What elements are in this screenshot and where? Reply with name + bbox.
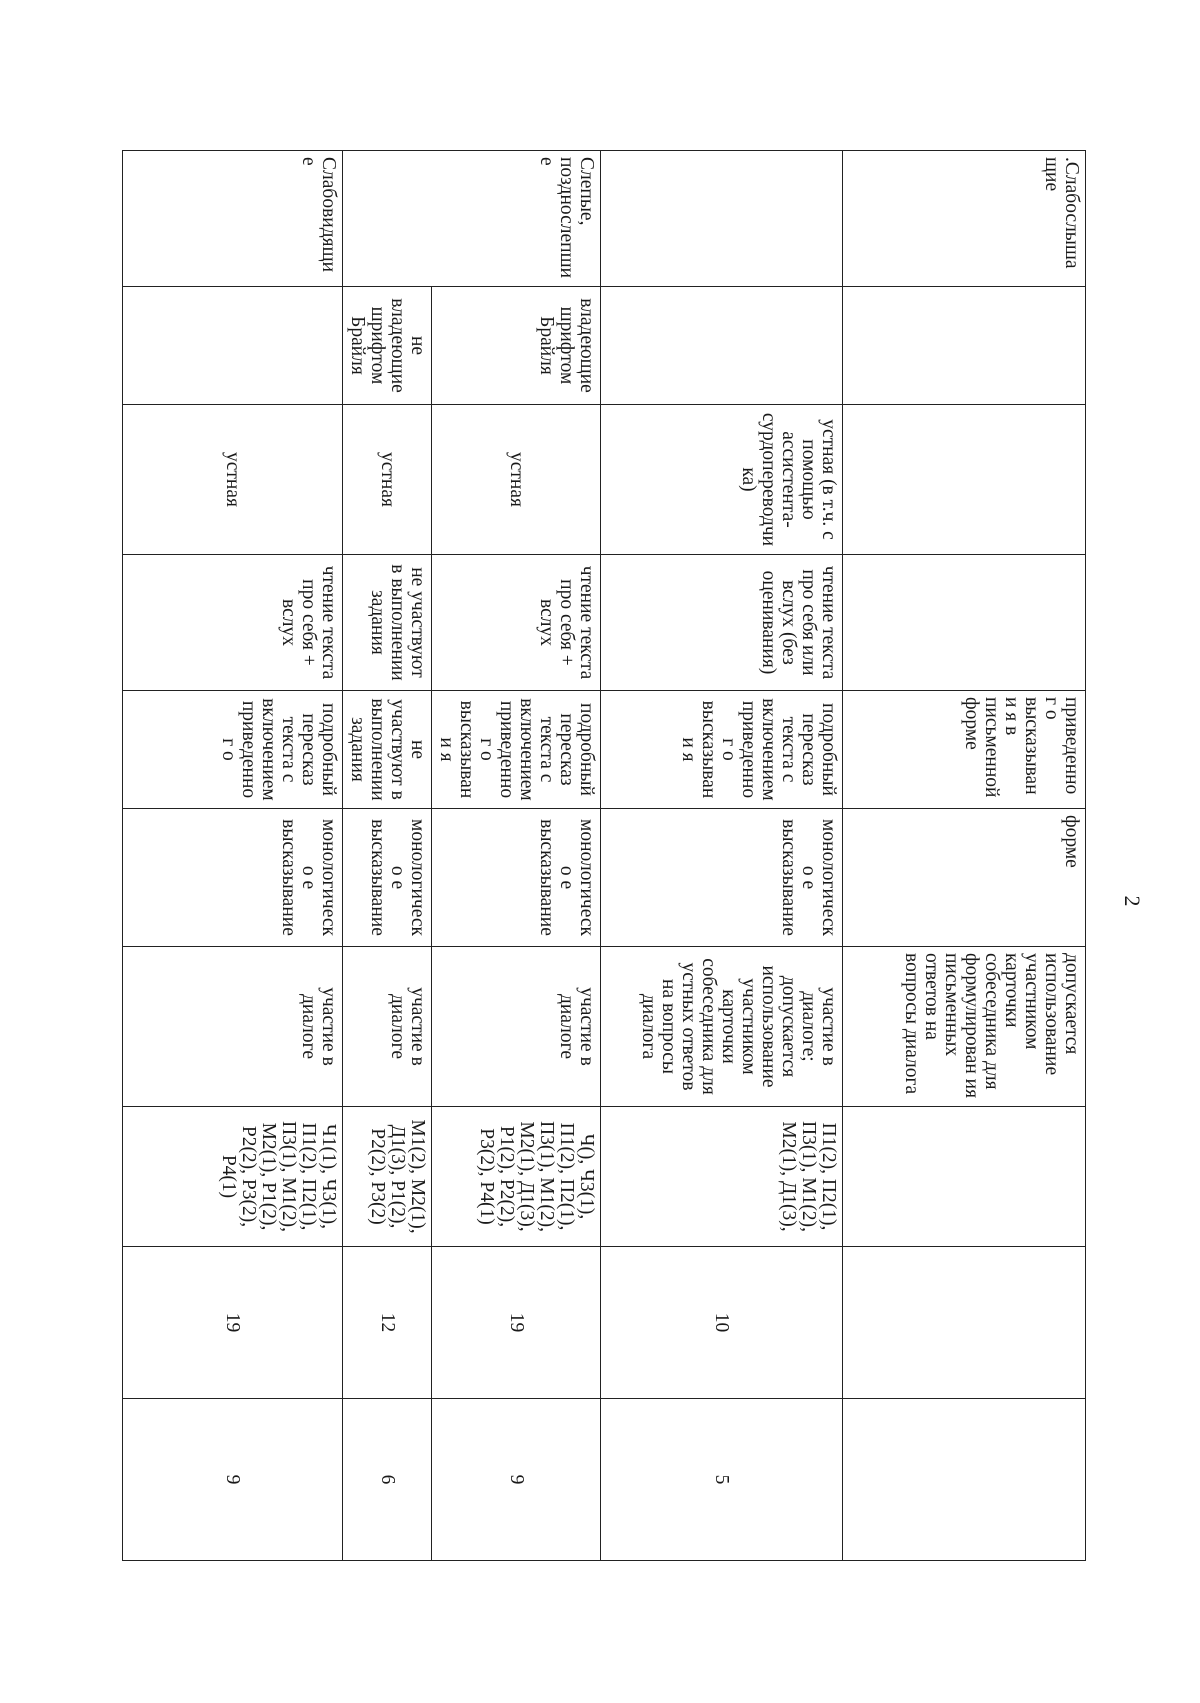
monologue-cell: форме [843,809,1086,947]
dialogue-cell: участие в диалоге; допускается использование участником карточки собеседника для устных ответов на вопросы диалога [601,947,843,1107]
form-cell: устная [343,405,432,555]
subgroup-cell [843,287,1086,405]
criteria-cell: П1(2), П2(1), П3(1), М1(2), М2(1), Д1(3), [601,1107,843,1247]
retelling-cell: приведенног о высказывани я в письменной форме [843,691,1086,809]
monologue-cell: монологическо е высказывание [123,809,343,947]
max-score-cell: 19 [123,1247,343,1399]
criteria-cell [843,1107,1086,1247]
form-cell: устная (в т.ч. с помощью ассистента-сурдопереводчи ка) [601,405,843,555]
group-cell: Слабовидящие [123,151,343,287]
subgroup-cell: не владеющие шрифтом Брайля [343,287,432,405]
subgroup-cell: владеющие шрифтом Брайля [432,287,601,405]
retelling-cell: подробный пересказ текста с включением приведенног о высказывани я [601,691,843,809]
group-cell: .Слабослышащие [843,151,1086,287]
dialogue-cell: участие в диалоге [432,947,601,1107]
table-row [123,151,343,1561]
reading-cell: не участвуют в выполнении задания [343,555,432,691]
subgroup-cell [123,287,343,405]
reading-cell: чтение текста про себя или вслух (без оценивания) [601,555,843,691]
max-score-cell: 12 [343,1247,432,1399]
reading-cell: чтение текста про себя + вслух [432,555,601,691]
min-score-cell: 9 [432,1399,601,1561]
min-score-cell: 6 [343,1399,432,1561]
max-score-cell: 19 [432,1247,601,1399]
group-cell: Слепые, позднослепшие [343,151,601,287]
criteria-cell: Ч(), Ч3(1), П1(2), П2(1), П3(1), М1(2), М2(1), Д1(3), Р1(2), Р2(2), Р3(2), Р4(1) [432,1107,601,1247]
retelling-cell: подробный пересказ текста с включением приведенног о [123,691,343,809]
form-cell [843,405,1086,555]
subgroup-cell [601,287,843,405]
monologue-cell: монологическо е высказывание [432,809,601,947]
dialogue-cell: участие в диалоге [343,947,432,1107]
table-row [843,151,1086,1561]
retelling-cell: не участвуют в выполнении задания [343,691,432,809]
monologue-cell: монологическо е высказывание [601,809,843,947]
form-cell: устная [123,405,343,555]
monologue-cell: монологическо е высказывание [343,809,432,947]
page-number: 2 [1120,895,1145,907]
min-score-cell: 9 [123,1399,343,1561]
reading-cell [843,555,1086,691]
reading-cell: чтение текста про себя + вслух [123,555,343,691]
table-row [432,151,601,1561]
form-cell: устная [432,405,601,555]
dialogue-cell: участие в диалоге [123,947,343,1107]
min-score-cell: 5 [601,1399,843,1561]
max-score-cell: 10 [601,1247,843,1399]
group-cell [601,151,843,287]
min-score-cell [843,1399,1086,1561]
dialogue-cell: допускается использование участником карточки собеседника для формулирован ия письменных ответов на вопросы диалога [843,947,1086,1107]
exam-conditions-table [122,150,1086,1561]
table-row [343,151,432,1561]
max-score-cell [843,1247,1086,1399]
table-row [601,151,843,1561]
criteria-cell: М1(2), М2(1), Д1(3), Р1(2), Р2(2), Р3(2) [343,1107,432,1247]
retelling-cell: подробный пересказ текста с включением приведенног о высказывани я [432,691,601,809]
rotated-table-wrapper [128,150,1086,1560]
criteria-cell: Ч1(1), Ч3(1), П1(2), П2(1), П3(1), М1(2), М2(1), Р1(2), Р2(2), Р3(2), Р4(1) [123,1107,343,1247]
